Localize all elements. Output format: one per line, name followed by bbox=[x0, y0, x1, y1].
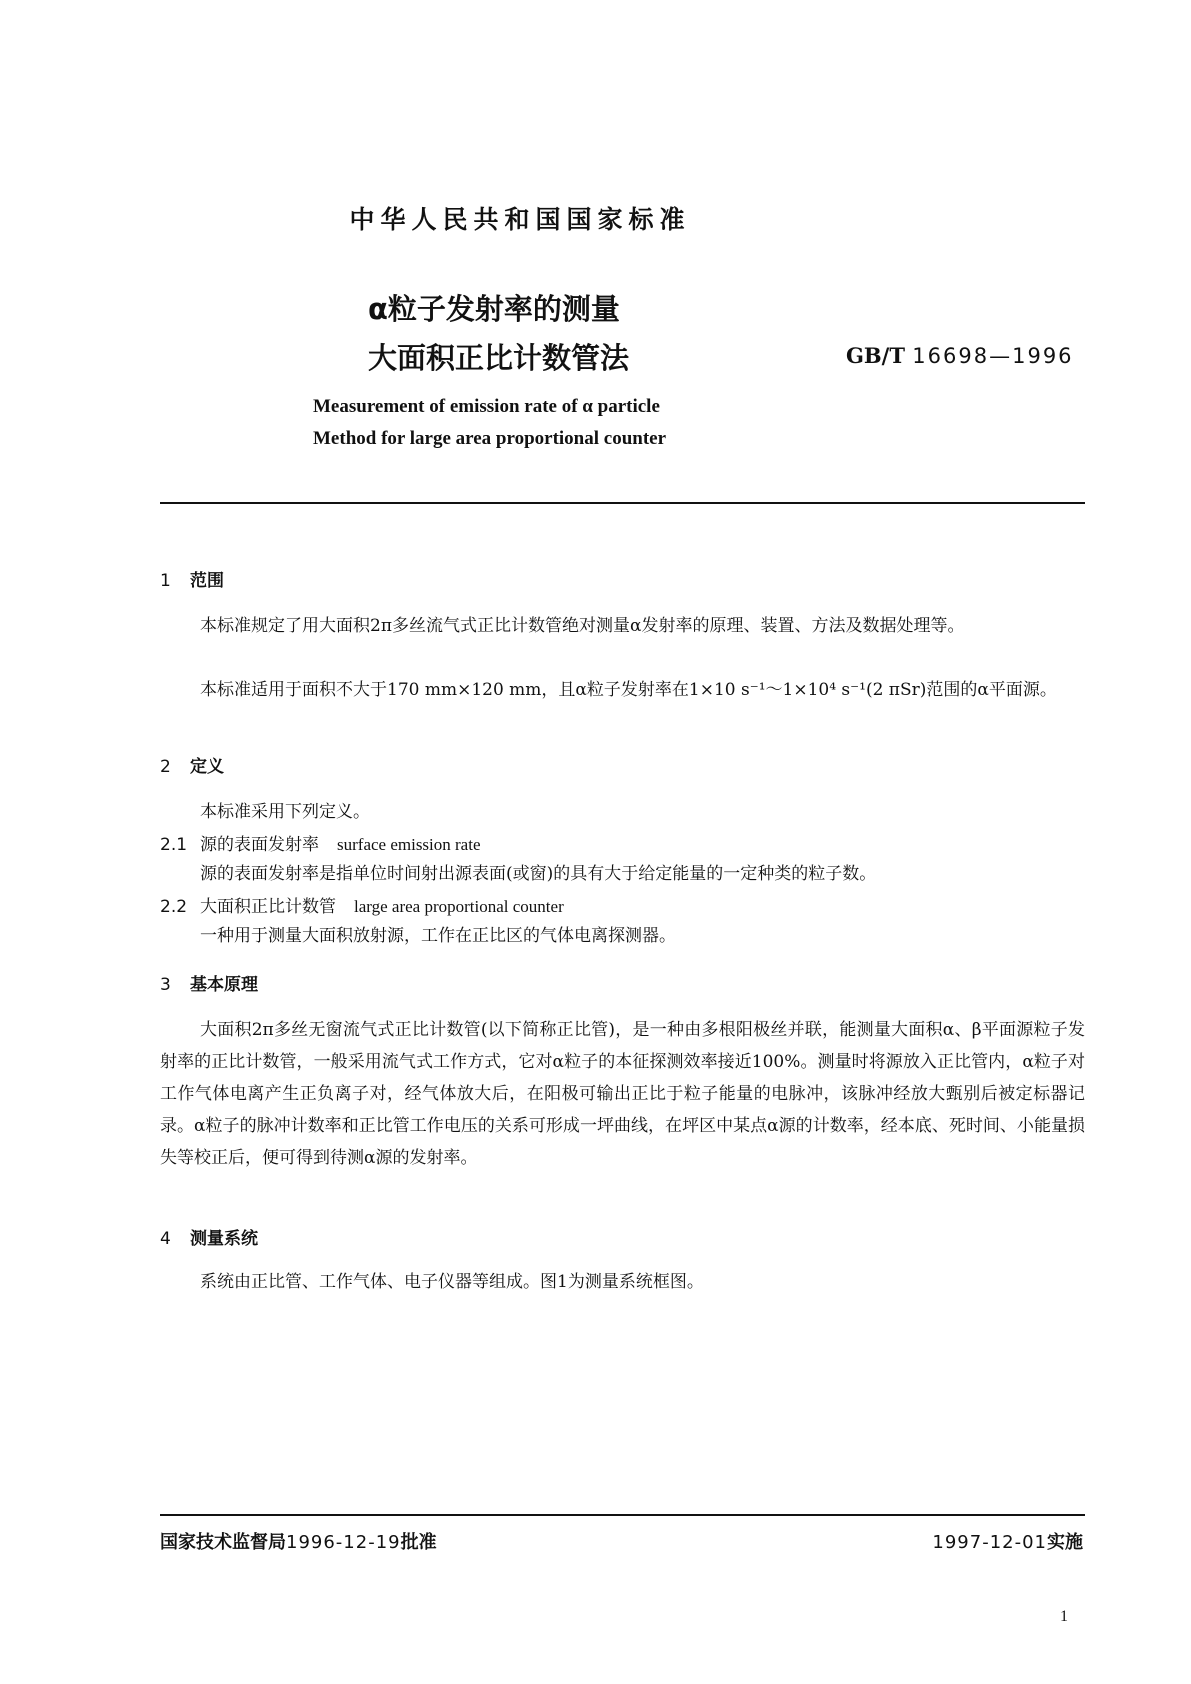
title-cn-line2: 大面积正比计数管法 bbox=[368, 341, 630, 375]
footer-divider bbox=[160, 1514, 1085, 1516]
title-en-line1: Measurement of emission rate of α particle bbox=[313, 396, 660, 417]
page-number: 1 bbox=[1060, 1608, 1068, 1625]
definition-2-2-term-en: large area proportional counter bbox=[354, 897, 564, 916]
section-3-number: 3 bbox=[160, 975, 171, 995]
section-2-title: 定义 bbox=[190, 757, 224, 777]
section-1-paragraph-1: 本标准规定了用大面积2π多丝流气式正比计数管绝对测量α发射率的原理、装置、方法及数据处理等。 bbox=[200, 616, 965, 636]
approval-line bbox=[160, 1528, 437, 1554]
effective-line bbox=[932, 1528, 1083, 1554]
section-3-heading bbox=[160, 970, 258, 995]
section-1-number: 1 bbox=[160, 571, 171, 591]
header-divider bbox=[160, 502, 1085, 504]
section-3-paragraph-1: 大面积2π多丝无窗流气式正比计数管(以下简称正比管)，是一种由多根阳极丝并联，能测量大面积α、β平面源粒子发射率的正比计数管，一般采用流气式工作方式，它对α粒子的本征探测效率接近100%。测量时将源放入正比管内，α粒子对工作气体电离产生正负离子对，经气体放大后，在阳极可输出正比于粒子能量的电脉冲，该脉冲经放大甄别后被定标器记录。α粒子的脉冲计数率和正比管工作电压的关系可形成一坪曲线，在坪区中某点α源的计数率，经本底、死时间、小能量损失等校正后，便可得到待测α源的发射率。 bbox=[160, 1020, 1085, 1168]
definition-2-2-term: 大面积正比计数管 bbox=[200, 897, 336, 917]
effective-suffix: 实施 bbox=[1047, 1532, 1083, 1553]
definition-2-1-term: 源的表面发射率 bbox=[200, 835, 319, 855]
approval-date: 1996-12-19 bbox=[286, 1532, 401, 1553]
section-1-heading bbox=[160, 566, 224, 591]
section-1-title: 范围 bbox=[190, 571, 224, 591]
national-standard-heading: 中华人民共和国国家标准 bbox=[349, 205, 691, 234]
section-4-paragraph-1: 系统由正比管、工作气体、电子仪器等组成。图1为测量系统框图。 bbox=[200, 1272, 704, 1292]
section-3-title: 基本原理 bbox=[190, 975, 258, 995]
section-4-number: 4 bbox=[160, 1229, 171, 1249]
title-en-line2: Method for large area proportional counter bbox=[313, 428, 667, 449]
definition-2-1-text: 源的表面发射率是指单位时间射出源表面(或窗)的具有大于给定能量的一定种类的粒子数。 bbox=[200, 864, 877, 884]
definition-2-1-term-en: surface emission rate bbox=[337, 835, 481, 854]
definition-2-1-number: 2.1 bbox=[160, 835, 188, 855]
section-4-heading bbox=[160, 1224, 258, 1249]
approval-suffix: 批准 bbox=[400, 1532, 437, 1553]
approving-authority: 国家技术监督局 bbox=[160, 1532, 286, 1553]
section-2-heading bbox=[160, 752, 224, 777]
section-1-paragraph-2: 本标准适用于面积不大于170 mm×120 mm，且α粒子发射率在1×10 s⁻¹～1×10⁴ s⁻¹(2 πSr)范围的α平面源。 bbox=[200, 680, 1057, 700]
standard-code: 16698—1996 bbox=[912, 344, 1074, 368]
section-2-number: 2 bbox=[160, 757, 171, 777]
definition-2-2-heading bbox=[160, 892, 564, 917]
standard-number bbox=[846, 343, 1074, 368]
title-cn-line1: α粒子发射率的测量 bbox=[368, 292, 620, 326]
definition-2-2-number: 2.2 bbox=[160, 897, 188, 917]
definition-2-1-heading bbox=[160, 830, 481, 855]
section-4-title: 测量系统 bbox=[190, 1229, 258, 1249]
standard-prefix: GB/T bbox=[846, 343, 905, 368]
section-2-paragraph-1: 本标准采用下列定义。 bbox=[200, 802, 370, 822]
effective-date: 1997-12-01 bbox=[932, 1532, 1047, 1553]
definition-2-2-text: 一种用于测量大面积放射源，工作在正比区的气体电离探测器。 bbox=[200, 926, 676, 946]
